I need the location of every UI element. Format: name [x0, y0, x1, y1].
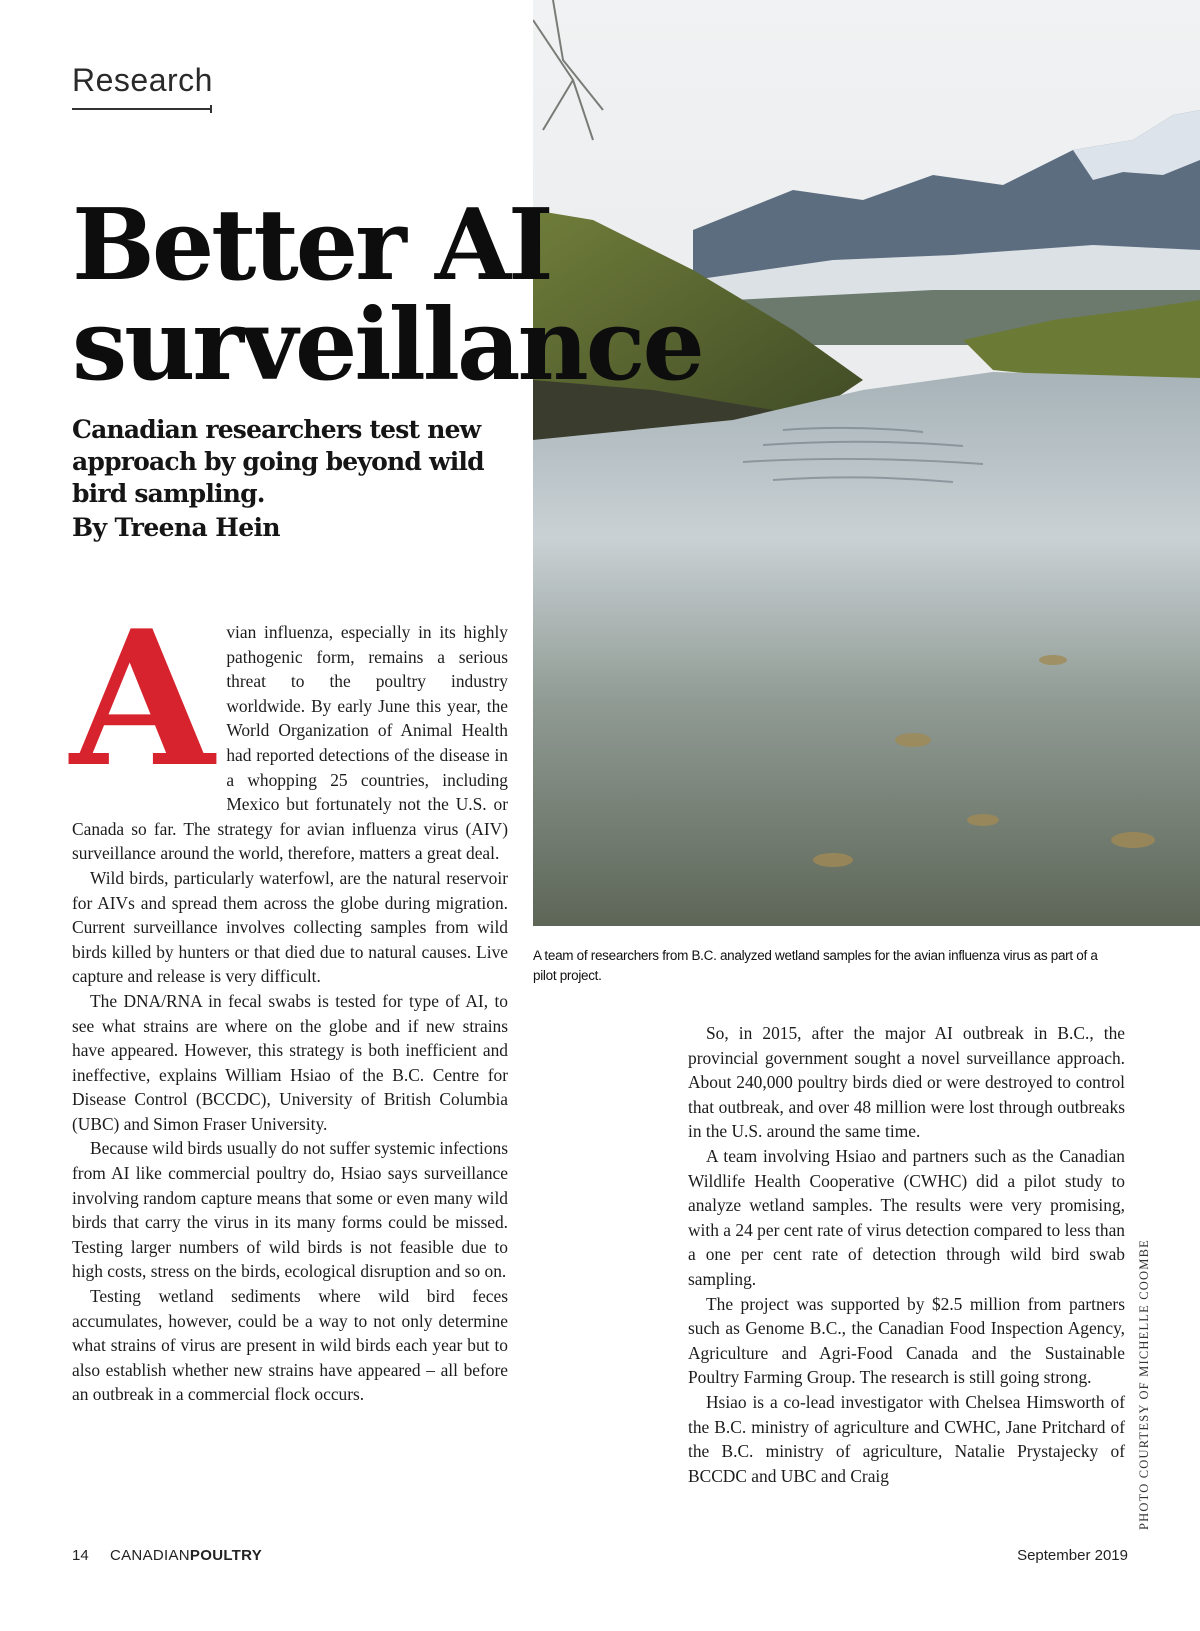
brand-bold: POULTRY: [189, 1547, 263, 1564]
body-paragraph: The project was supported by $2.5 million from partners such as Genome B.C., the Canadian Food Inspection Agency, Agriculture and Agri-Food Canada and the Sustainable Poultry Farming Group. The research is still going strong.: [688, 1293, 1125, 1388]
page-number: 14: [72, 1547, 89, 1564]
photo-caption: A team of researchers from B.C. analyzed wetland samples for the avian influenza virus as part of a pilot project.: [533, 948, 1098, 983]
body-paragraph: Testing wetland sediments where wild bird feces accumulates, however, could be a way to not only determine what strains of virus are present in wild birds each year but to also establish whether new strains have appeared – all before an outbreak in a commercial flock occurs.: [72, 1286, 508, 1405]
wetland-photo: [533, 0, 1200, 926]
byline: By Treena Hein: [72, 513, 281, 542]
issue-date: September 2019: [1017, 1547, 1128, 1564]
headline-line-2: surveillance: [72, 288, 702, 403]
body-paragraph: So, in 2015, after the major AI outbreak in B.C., the provincial government sought a novel surveillance approach. About 240,000 poultry birds died or were destroyed to control that outbreak, and over 48 million were lost through outbreaks in the U.S. around the same time.: [688, 1023, 1125, 1142]
body-paragraph: Because wild birds usually do not suffer systemic infections from AI like commercial poultry do, Hsiao says surveillance involving random capture means that some or even many wild birds that carry the virus in its many forms could be missed. Testing larger numbers of wild birds is not feasible due to high costs, stress on the birds, ecological disruption and so on.: [72, 1138, 508, 1282]
body-column-left: [70, 589, 508, 1407]
deck: Canadian researchers test new approach by going beyond wild bird sampling.: [72, 415, 484, 508]
wetland-scene-image: [533, 0, 1200, 926]
brand-prefix: CANADIAN: [110, 1547, 190, 1564]
body-paragraph: vian influenza, especially in its highly pathogenic form, remains a serious threat to the poultry industry worldwide. By early June this year, the World Organization of Animal Health had reported detections of the disease in a whopping 25 countries, including Mexico but fortunately not the U.S. or Canada so far. The strategy for avian influenza virus (AIV) surveillance around the world, therefore, matters a great deal.: [72, 622, 508, 864]
photo-credit: PHOTO COURTESY OF MICHELLE COOMBE: [1137, 1239, 1151, 1530]
section-rule: [72, 108, 212, 110]
body-paragraph: A team involving Hsiao and partners such as the Canadian Wildlife Health Cooperative (CWHC) did a pilot study to analyze wetland samples. The results were very promising, with a 24 per cent rate of virus detection compared to less than a one per cent rate of detection through wild bird swab sampling.: [688, 1145, 1125, 1289]
drop-cap: A: [70, 589, 215, 808]
body-paragraph: The DNA/RNA in fecal swabs is tested for type of AI, to see what strains are where on the globe and if new strains have appeared. However, this strategy is both inefficient and ineffective, explains William Hsiao of the B.C. Centre for Disease Control (BCCDC), University of British Columbia (UBC) and Simon Fraser University.: [72, 990, 508, 1134]
section-label: Research: [72, 62, 213, 98]
magazine-brand: [110, 1547, 262, 1564]
body-column-right: [688, 1021, 1125, 1488]
body-paragraph: Wild birds, particularly waterfowl, are the natural reservoir for AIVs and spread them across the globe during migration. Current surveillance involves collecting samples from wild birds killed by hunters or that died due to natural causes. Live capture and release is very difficult.: [72, 867, 508, 987]
body-paragraph: Hsiao is a co-lead investigator with Chelsea Himsworth of the B.C. ministry of agriculture and CWHC, Jane Pritchard of the B.C. ministry of agriculture, Natalie Prystajecky of BCCDC and UBC and Craig: [688, 1391, 1125, 1486]
headline: [72, 188, 702, 403]
headline-line-1: Better AI: [72, 188, 551, 303]
